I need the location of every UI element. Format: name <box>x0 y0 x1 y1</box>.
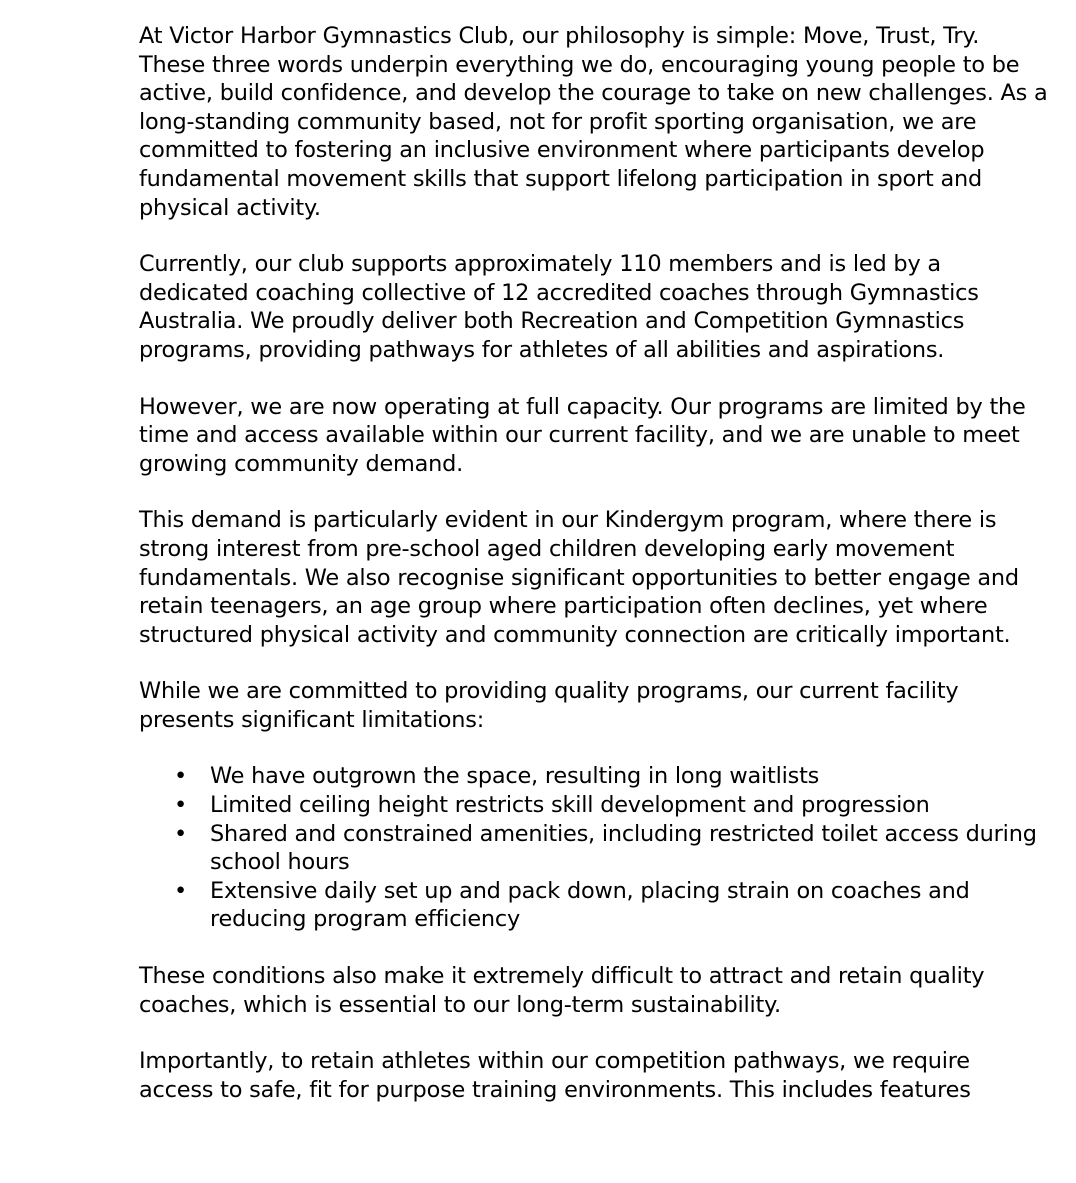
bullet-icon: • <box>174 792 188 819</box>
paragraph-membership: Currently, our club supports approximately 110 members and is led by a dedicated coaching collective of 12 accredited coaches through Gymnastics Australia. We proudly deliver both Recreation and Competition Gymnastics programs, providing pathways for athletes of all abilities and aspirations. <box>139 251 979 363</box>
list-item <box>139 791 1049 820</box>
list-item <box>139 820 1049 877</box>
list-item <box>139 762 1049 791</box>
paragraph-limitations-intro: While we are committed to providing quality programs, our current facility presents significant limitations: <box>139 678 959 733</box>
bullet-icon: • <box>174 820 188 847</box>
paragraph-demand: This demand is particularly evident in our Kindergym program, where there is strong interest from pre-school aged children developing early movement fundamentals. We also recognise significant opportunities to better engage and retain teenagers, an age group where participation often declines, yet where structured physical activity and community connection are critically important. <box>139 507 1019 648</box>
list-item-text: Shared and constrained amenities, including restricted toilet access during school hours <box>210 820 1037 876</box>
bullet-icon: • <box>174 763 188 790</box>
paragraph-capacity: However, we are now operating at full capacity. Our programs are limited by the time and access available within our current facility, and we are unable to meet growing community demand. <box>139 393 1026 477</box>
list-item-text: Extensive daily set up and pack down, placing strain on coaches and reducing program efficiency <box>210 877 970 933</box>
paragraph-coaches: These conditions also make it extremely difficult to attract and retain quality coaches, which is essential to our long-term sustainability. <box>139 963 985 1018</box>
list-item-text: Limited ceiling height restricts skill development and progression <box>210 792 930 819</box>
list-item-text: We have outgrown the space, resulting in long waitlists <box>210 763 820 790</box>
paragraph-philosophy: At Victor Harbor Gymnastics Club, our philosophy is simple: Move, Trust, Try. These three words underpin everything we do, encouraging young people to be active, build confidence, and develop the courage to take on new challenges. As a long-standing community based, not for profit sporting organisation, we are committed to fostering an inclusive environment where participants develop fundamental movement skills that support lifelong participation in sport and physical activity. <box>139 23 1048 221</box>
paragraph-pathways: Importantly, to retain athletes within our competition pathways, we require access to safe, fit for purpose training environments. This includes features <box>139 1048 971 1103</box>
limitations-list <box>139 762 1049 934</box>
document-body <box>139 22 1049 1132</box>
bullet-icon: • <box>174 877 188 904</box>
list-item <box>139 877 1049 934</box>
